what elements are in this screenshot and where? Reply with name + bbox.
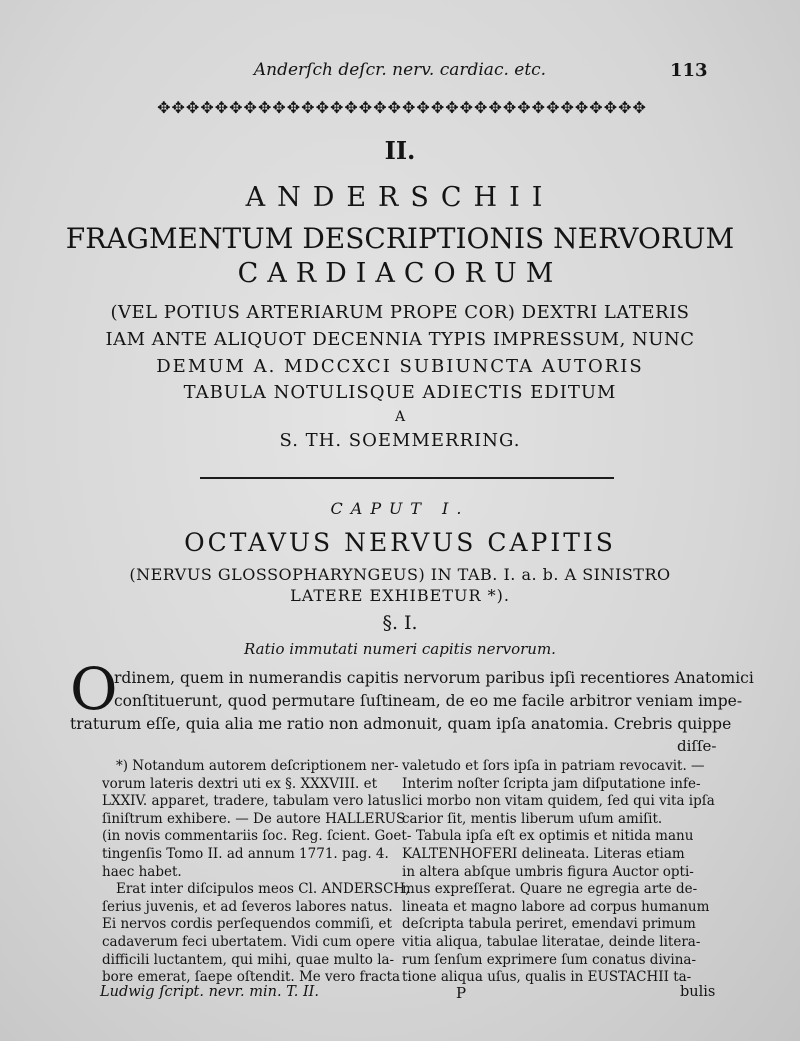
footnote-line: Interim noſter ſcripta jam diſputatione infe- xyxy=(402,775,701,792)
editor-name: S. TH. SOEMMERRING. xyxy=(279,430,521,451)
section-number: §. I. xyxy=(382,612,418,634)
footnote-line: *) Notandum autorem deſcriptionem ner- xyxy=(116,758,399,774)
footnote-line: difficili luctantem, qui mihi, quae multo la- xyxy=(102,951,395,968)
subtitle-line-1: (VEL POTIUS ARTERIARUM PROPE COR) DEXTRI LATERIS xyxy=(110,302,690,323)
footnote-column-right xyxy=(402,758,715,987)
footnote-line: deſcripta tabula periret, emendavi primum xyxy=(402,916,696,933)
part-numeral: II. xyxy=(384,136,416,165)
chapter-subheading-1: (NERVUS GLOSSOPHARYNGEUS) IN TAB. I. a. b. A SINISTRO xyxy=(129,565,671,584)
chapter-label: CAPUT I. xyxy=(330,499,470,518)
footnote-line: vitia aliqua, tabulae literatae, deinde litera- xyxy=(402,933,701,950)
drop-cap: O xyxy=(70,655,118,723)
source-citation: Ludwig ſcript. nevr. min. T. II. xyxy=(100,984,320,1000)
footnote-line: Ei nervos cordis perſequendos commiſi, et xyxy=(102,916,392,933)
footnote-line: in altera abſque umbris figura Auctor opti- xyxy=(402,863,694,880)
footnote-line: carior ſit, mentis liberum uſum amiſit. xyxy=(402,810,663,827)
running-title: Anderſch deſcr. nerv. cardiac. etc. xyxy=(253,60,547,80)
section-title: Ratio immutati numeri capitis nervorum. xyxy=(244,640,556,658)
footnote-line: Tabula ipſa eſt ex optimis et nitida manu xyxy=(416,828,694,845)
footnote-line: rum ſenſum exprimere ſum conatus divina- xyxy=(402,951,697,968)
footnote-line: vorum lateris dextri uti ex §. XXXVIII. et xyxy=(102,775,378,792)
footnote-line: lici morbo non vitam quidem, ſed qui vita ipſa xyxy=(402,793,715,810)
body-line-1: rdinem, quem in numerandis capitis nervorum paribus ipſi recentiores Anatomici xyxy=(114,669,754,687)
footnote-line: ſiniſtrum exhibere. — De autore HALLERUS xyxy=(102,810,406,827)
footnote-line: bore emerat, ſaepe oſtendit. Me vero fracta xyxy=(102,969,401,986)
footnote-column-left xyxy=(102,758,411,987)
title-line-3: CARDIACORUM xyxy=(237,258,563,289)
body-line-3: traturum eſſe, quia alia me ratio non admonuit, quam ipſa anatomia. Crebris quippe xyxy=(70,715,732,733)
title-line-2: FRAGMENTUM DESCRIPTIONIS NERVORUM xyxy=(65,222,735,255)
subtitle-line-2: IAM ANTE ALIQUOT DECENNIA TYPIS IMPRESSUM, NUNC xyxy=(105,329,695,350)
body-line-2: conſtituerunt, quod permutare ſuſtineam, de eo me facile arbitror veniam impe- xyxy=(114,692,743,710)
signature-mark: P xyxy=(456,984,467,1002)
subtitle-line-5: A xyxy=(394,409,406,425)
footnote-line: (in novis commentariis ſoc. Reg. ſcient. Goet- xyxy=(102,828,412,845)
footnote-line: valetudo et ſors ipſa in patriam revocavit. — xyxy=(402,758,705,774)
catchword: diſſe- xyxy=(677,737,717,755)
footnote-line: mus expreſſerat. Quare ne egregia arte de- xyxy=(402,881,698,898)
footnote-line: haec habet. xyxy=(102,863,182,880)
subtitle-line-3: DEMUM A. MDCCXCI SUBIUNCTA AUTORIS xyxy=(156,356,644,377)
footnote-line: LXXIV. apparet, tradere, tabulam vero latus xyxy=(102,793,402,810)
footer-catchword: bulis xyxy=(680,984,716,1000)
title-line-1: ANDERSCHII xyxy=(245,182,555,213)
footnote-line: cadaverum feci ubertatem. Vidi cum opere xyxy=(102,933,395,950)
footnote-line: KALTENHOFERI delineata. Literas etiam xyxy=(402,845,685,862)
chapter-subheading-2: LATERE EXHIBETUR *). xyxy=(290,586,510,605)
footnote-line: lineata et magno labore ad corpus humanum xyxy=(402,898,710,915)
divider-rule xyxy=(200,477,614,479)
ornament-border: ✥✥✥✥✥✥✥✥✥✥✥✥✥✥✥✥✥✥✥✥✥✥✥✥✥✥✥✥✥✥✥✥✥✥ xyxy=(157,98,647,117)
footnote-line: ſerius juvenis, et ad ſeveros labores natus. xyxy=(102,898,393,915)
chapter-heading: OCTAVUS NERVUS CAPITIS xyxy=(184,528,616,557)
footnote-line: Erat inter diſcipulos meos Cl. ANDERSCH, xyxy=(116,881,410,898)
footnote-line: tingenſis Tomo II. ad annum 1771. pag. 4. xyxy=(102,845,389,862)
footnote-line: tione aliqua uſus, qualis in EUSTACHII ta- xyxy=(402,969,692,986)
subtitle-line-4: TABULA NOTULISQUE ADIECTIS EDITUM xyxy=(183,382,617,403)
page-number: 113 xyxy=(670,60,708,81)
